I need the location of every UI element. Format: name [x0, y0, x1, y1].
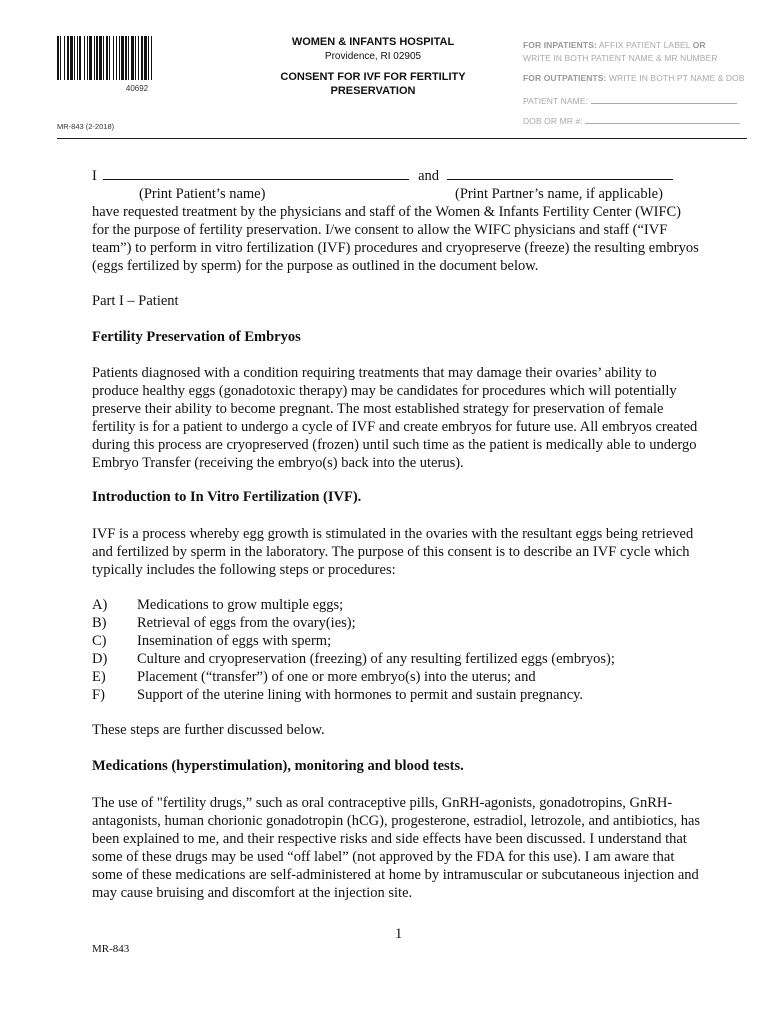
- section-heading-fertility-preservation: Fertility Preservation of Embryos: [92, 329, 301, 345]
- barcode-bar: [64, 36, 65, 80]
- intro-line-4: (eggs fertilized by sperm) for the purpose as outlined in the document below.: [92, 258, 539, 274]
- barcode-bar: [138, 36, 139, 80]
- outpatient-instruction: [523, 73, 745, 83]
- patient-name-field[interactable]: [591, 95, 737, 104]
- section3-line-4: some of these drugs may be used “off label” (not approved by the FDA for this use). I am aware that: [92, 849, 675, 865]
- step-letter-c: C): [92, 633, 107, 649]
- barcode-bar: [116, 36, 117, 80]
- section-heading-ivf-intro: Introduction to In Vitro Fertilization (IVF).: [92, 489, 362, 505]
- section3-line-5: some of these medications are self-administered at home by intramuscular or subcutaneous injection and: [92, 867, 699, 883]
- step-text-b: Retrieval of eggs from the ovary(ies);: [137, 615, 356, 631]
- barcode-bar: [106, 36, 108, 80]
- section1-line-2: produce healthy eggs (gonadotoxic therapy) may be candidates for procedures which will potentially: [92, 383, 677, 399]
- patient-name-row: [523, 95, 737, 106]
- step-letter-a: A): [92, 597, 108, 613]
- barcode-bar: [87, 36, 88, 80]
- step-letter-b: B): [92, 615, 107, 631]
- section3-line-1: The use of "fertility drugs,” such as oral contraceptive pills, GnRH-agonists, gonadotropins, GnRH-: [92, 795, 673, 811]
- header-divider: [57, 138, 747, 139]
- section3-line-6: may cause bruising and discomfort at the injection site.: [92, 885, 413, 901]
- barcode-bar: [57, 36, 59, 80]
- barcode-bar: [131, 36, 134, 80]
- barcode-number: 40692: [125, 84, 149, 93]
- barcode-bar: [96, 36, 98, 80]
- step-letter-f: F): [92, 687, 105, 703]
- barcode-bar: [67, 36, 69, 80]
- barcode-bar: [121, 36, 124, 80]
- partner-name-blank[interactable]: [447, 167, 673, 180]
- section2-closing: These steps are further discussed below.: [92, 722, 325, 738]
- part-label: Part I – Patient: [92, 293, 179, 309]
- inpatient-instruction: [523, 40, 706, 50]
- patient-name-label: PATIENT NAME:: [523, 96, 589, 106]
- barcode-bar: [113, 36, 114, 80]
- section1-line-6: Embryo Transfer (receiving the embryo(s) back into the uterus).: [92, 455, 464, 471]
- patient-name-caption: (Print Patient’s name): [139, 186, 266, 202]
- intro-line-1: have requested treatment by the physicians and staff of the Women & Infants Fertility Center (WIFC): [92, 204, 682, 220]
- barcode-bar: [125, 36, 127, 80]
- barcode-bar: [74, 36, 75, 80]
- section1-line-1: Patients diagnosed with a condition requiring treatments that may damage their ovaries’ ability to: [92, 365, 657, 381]
- section-heading-medications: Medications (hyperstimulation), monitoring and blood tests.: [92, 758, 464, 774]
- dob-label: DOB OR MR #:: [523, 116, 583, 126]
- inpatient-or: OR: [692, 40, 706, 50]
- barcode-bar: [109, 36, 110, 80]
- dob-field[interactable]: [585, 115, 740, 124]
- barcode-bar: [103, 36, 104, 80]
- inpatient-text-2: WRITE IN BOTH PATIENT NAME & MR NUMBER: [523, 53, 718, 63]
- barcode-bar: [70, 36, 73, 80]
- section3-line-3: been explained to me, and their respective risks and side effects have been discussed. I understand that: [92, 831, 687, 847]
- barcode-bar: [141, 36, 143, 80]
- inpatient-label: FOR INPATIENTS:: [523, 40, 597, 50]
- form-title-line-2: PRESERVATION: [330, 85, 416, 97]
- dob-row: [523, 115, 740, 126]
- and-label: and: [418, 168, 440, 184]
- inpatient-text: AFFIX PATIENT LABEL: [598, 40, 691, 50]
- intro-line-2: for the purpose of fertility preservation. I/we consent to allow the WIFC physicians and staff (“IVF: [92, 222, 668, 238]
- section2-line-3: typically includes the following steps or procedures:: [92, 562, 396, 578]
- barcode-bar: [99, 36, 102, 80]
- footer-form-code: MR-843: [92, 943, 130, 955]
- step-text-f: Support of the uterine lining with hormones to permit and sustain pregnancy.: [137, 687, 584, 703]
- barcode-bar: [77, 36, 78, 80]
- section2-line-1: IVF is a process whereby egg growth is stimulated in the ovaries with the resultant eggs being retrieved: [92, 526, 694, 542]
- step-text-e: Placement (“transfer”) of one or more embryo(s) into the uterus; and: [137, 669, 536, 685]
- patient-name-blank[interactable]: [103, 167, 409, 180]
- section1-line-4: fertility is for a patient to undergo a cycle of IVF and create embryos for future use. All embryos created: [92, 419, 698, 435]
- barcode-bar: [94, 36, 95, 80]
- page-number: 1: [395, 926, 403, 942]
- barcode-bar: [60, 36, 61, 80]
- barcode-bar: [144, 36, 147, 80]
- form-title: [268, 70, 478, 98]
- form-title-line-1: CONSENT FOR IVF FOR FERTILITY: [280, 71, 466, 83]
- barcode: [57, 36, 217, 80]
- barcode-bar: [79, 36, 81, 80]
- consent-names-row: [92, 167, 673, 185]
- step-text-c: Insemination of eggs with sperm;: [137, 633, 332, 649]
- barcode-bar: [135, 36, 136, 80]
- hospital-city: Providence, RI 02905: [324, 51, 422, 62]
- barcode-bar: [89, 36, 92, 80]
- barcode-bar: [151, 36, 152, 80]
- section1-line-3: preserve their ability to become pregnant. The most established strategy for preservation of female: [92, 401, 664, 417]
- step-letter-d: D): [92, 651, 108, 667]
- partner-name-caption: (Print Partner’s name, if applicable): [455, 186, 663, 202]
- i-label: I: [92, 168, 97, 184]
- barcode-bar: [128, 36, 129, 80]
- outpatient-label: FOR OUTPATIENTS:: [523, 73, 607, 83]
- section2-line-2: and fertilized by sperm in the laboratory. The purpose of this consent is to describe an IVF cycle which: [92, 544, 690, 560]
- barcode-bar: [84, 36, 85, 80]
- barcode-bar: [148, 36, 149, 80]
- hospital-name: WOMEN & INFANTS HOSPITAL: [291, 36, 455, 48]
- outpatient-text: WRITE IN BOTH PT NAME & DOB: [608, 73, 745, 83]
- section3-line-2: antagonists, human chorionic gonadotropin (hCG), progesterone, estradiol, letrozole, and antibiotics, has: [92, 813, 701, 829]
- step-text-a: Medications to grow multiple eggs;: [137, 597, 344, 613]
- intro-line-3: team”) to perform in vitro fertilization (IVF) procedures and cryopreserve (freeze) the resulting embryos: [92, 240, 699, 256]
- step-letter-e: E): [92, 669, 106, 685]
- form-code: MR-843 (2-2018): [57, 122, 115, 131]
- barcode-bar: [119, 36, 120, 80]
- section1-line-5: during this process are cryopreserved (frozen) until such time as the patient is medically able to undergo: [92, 437, 697, 453]
- step-text-d: Culture and cryopreservation (freezing) of any resulting fertilized eggs (embryos);: [137, 651, 615, 667]
